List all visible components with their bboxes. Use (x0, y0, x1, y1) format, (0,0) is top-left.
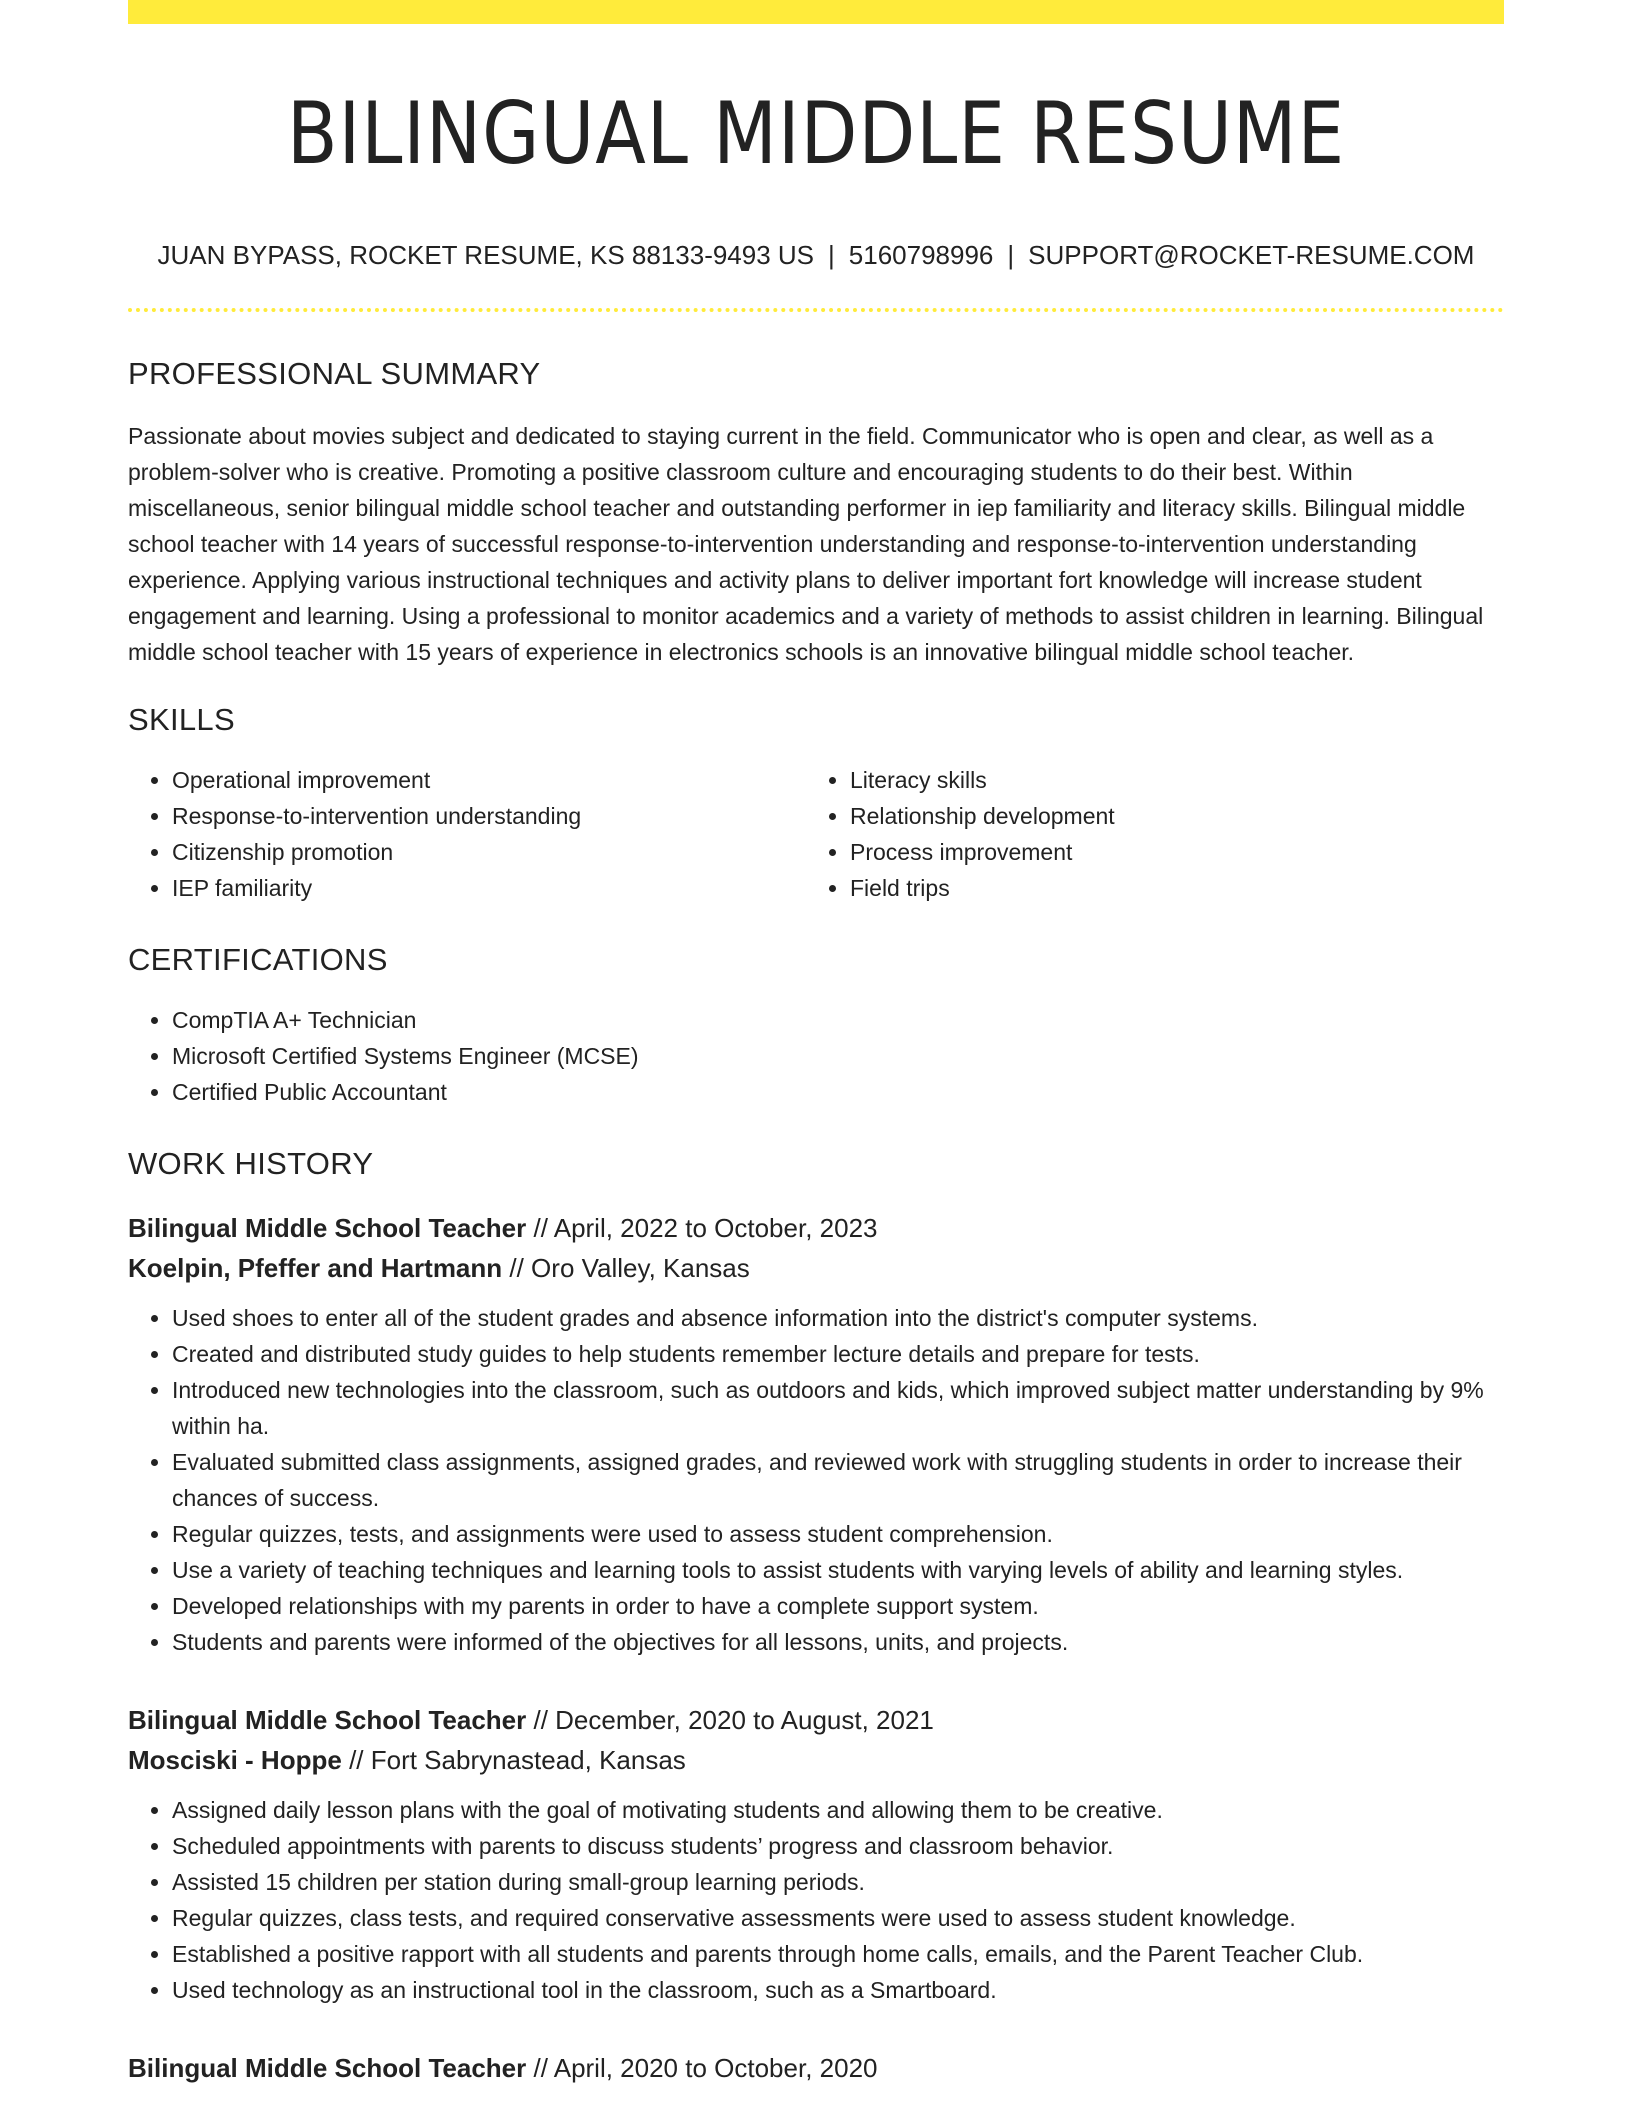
job-bullet: • Regular quizzes, tests, and assignments were used to assess student comprehension. (172, 1516, 1504, 1552)
skills-column-right (806, 762, 1484, 906)
contact-line (128, 238, 1504, 272)
skills-heading: SKILLS (128, 702, 235, 737)
job-entry (128, 1208, 1504, 1660)
skill-item: • Operational improvement (172, 762, 806, 798)
certifications-bullets (128, 1002, 1504, 1110)
skill-item: • Relationship development (850, 798, 1484, 834)
job-bullet: • Established a positive rapport with all students and parents through home calls, emails, and the Parent Teacher Club. (172, 1936, 1504, 1972)
job-dates: // April, 2020 to October, 2020 (533, 2053, 878, 2083)
job-company: Mosciski - Hoppe (128, 1745, 342, 1775)
job-location: // Fort Sabrynastead, Kansas (349, 1745, 686, 1775)
skill-item: • Literacy skills (850, 762, 1484, 798)
job-entry (128, 1700, 1504, 2008)
work-history-heading: WORK HISTORY (128, 1146, 374, 1181)
summary-heading: PROFESSIONAL SUMMARY (128, 356, 541, 391)
contact-separator: | (828, 240, 835, 270)
job-bullet: • Regular quizzes, class tests, and required conservative assessments were used to assess student knowledge. (172, 1900, 1504, 1936)
address: JUAN BYPASS, ROCKET RESUME, KS 88133-9493 US (157, 240, 815, 270)
phone[interactable]: 5160798996 (848, 240, 994, 270)
certifications-list (128, 1002, 1504, 1110)
skill-item: • Citizenship promotion (172, 834, 806, 870)
job-location: // Oro Valley, Kansas (509, 1253, 750, 1283)
skill-item: • Process improvement (850, 834, 1484, 870)
contact-separator: | (1007, 240, 1015, 270)
email[interactable]: SUPPORT@ROCKET-RESUME.COM (1028, 240, 1475, 270)
job-company: Koelpin, Pfeffer and Hartmann (128, 1253, 503, 1283)
summary-text: Passionate about movies subject and dedicated to staying current in the field. Communicator who is open and clear, as well as a problem-solver who is creative. Promoting a positive classroom culture and encouraging students to do their best. Within miscellaneous, senior bilingual middle school teacher and outstanding performer in iep familiarity and literacy skills. Bilingual middle school teacher with 14 years of successful response-to-intervention understanding and response-to-intervention understanding experience. Applying various instructional techniques and activity plans to deliver important fort knowledge will increase student engagement and learning. Using a professional to monitor academics and a variety of methods to assist children in learning. Bilingual middle school teacher with 15 years of experience in electronics schools is an innovative bilingual middle school teacher. (128, 423, 1484, 665)
job-bullet: • Created and distributed study guides to help students remember lecture details and prepare for tests. (172, 1336, 1504, 1372)
job-bullet: • Assisted 15 children per station during small-group learning periods. (172, 1864, 1504, 1900)
job-bullets (128, 1792, 1504, 2008)
certification-item: • CompTIA A+ Technician (172, 1002, 1504, 1038)
job-title-line (128, 2048, 1504, 2088)
job-bullet: • Evaluated submitted class assignments, assigned grades, and reviewed work with struggling students in order to increase their chances of success. (172, 1444, 1504, 1516)
resume-page (128, 0, 1504, 2088)
job-bullet: • Developed relationships with my parents in order to have a complete support system. (172, 1588, 1504, 1624)
job-title-line (128, 1208, 1504, 1248)
job-bullet: • Used technology as an instructional tool in the classroom, such as a Smartboard. (172, 1972, 1504, 2008)
skills-column-left (128, 762, 806, 906)
skill-item: • Response-to-intervention understanding (172, 798, 806, 834)
skills-list (128, 762, 1504, 906)
job-title: Bilingual Middle School Teacher (128, 2053, 527, 2083)
certifications-heading: CERTIFICATIONS (128, 942, 388, 977)
job-bullet: • Scheduled appointments with parents to discuss students’ progress and classroom behavior. (172, 1828, 1504, 1864)
job-dates: // April, 2022 to October, 2023 (533, 1213, 878, 1243)
job-bullet: • Used shoes to enter all of the student grades and absence information into the district's computer systems. (172, 1300, 1504, 1336)
skill-item: • IEP familiarity (172, 870, 806, 906)
skill-item: • Field trips (850, 870, 1484, 906)
job-company-line (128, 1248, 1504, 1288)
resume-name: BILINGUAL MIDDLE RESUME (286, 84, 1346, 184)
job-title: Bilingual Middle School Teacher (128, 1213, 527, 1243)
job-company-line (128, 1740, 1504, 1780)
certification-item: • Microsoft Certified Systems Engineer (MCSE) (172, 1038, 1504, 1074)
job-bullets (128, 1300, 1504, 1660)
top-accent-bar (128, 0, 1504, 24)
job-title: Bilingual Middle School Teacher (128, 1705, 527, 1735)
job-bullet: • Assigned daily lesson plans with the goal of motivating students and allowing them to be creative. (172, 1792, 1504, 1828)
job-bullet: • Students and parents were informed of the objectives for all lessons, units, and projects. (172, 1624, 1504, 1660)
job-bullet: • Introduced new technologies into the classroom, such as outdoors and kids, which improved subject matter understanding by 9% within ha. (172, 1372, 1504, 1444)
job-title-line (128, 1700, 1504, 1740)
certification-item: • Certified Public Accountant (172, 1074, 1504, 1110)
header-divider (128, 308, 1504, 312)
job-dates: // December, 2020 to August, 2021 (533, 1705, 934, 1735)
job-bullet: • Use a variety of teaching techniques and learning tools to assist students with varying levels of ability and learning styles. (172, 1552, 1504, 1588)
job-entry (128, 2048, 1504, 2088)
